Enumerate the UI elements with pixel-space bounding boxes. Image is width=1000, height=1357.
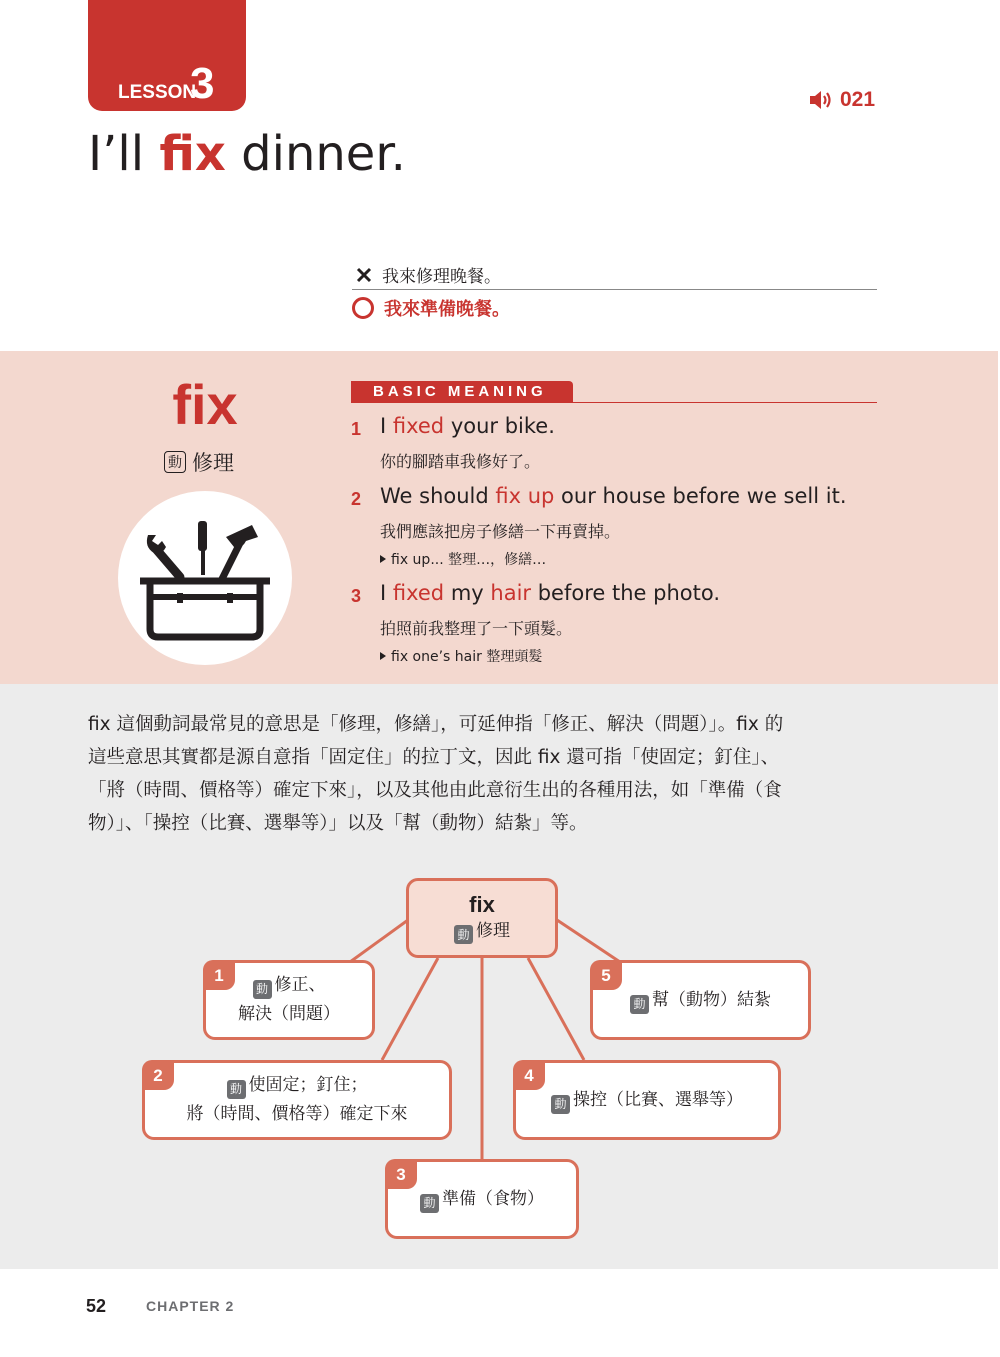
note-text: fix up... 整理…，修繕…	[391, 552, 547, 568]
right-translation	[352, 295, 510, 321]
node-text	[420, 1185, 544, 1214]
node-line1: 修正、	[274, 975, 326, 995]
example-sentence	[380, 581, 720, 605]
sentence-keyword: hair	[490, 581, 532, 605]
tree-node-2	[142, 1060, 452, 1140]
root-meaning: 修理	[476, 920, 510, 941]
node-text	[187, 1071, 408, 1129]
tree-node-4	[513, 1060, 781, 1140]
verb-badge: 動	[454, 925, 473, 944]
sentence-part: before the photo.	[531, 581, 720, 605]
title-pre: I’ll	[88, 126, 160, 182]
node-line1: 幫（動物）結紮	[652, 989, 771, 1010]
cross-icon	[356, 267, 372, 283]
page-number: 52	[86, 1296, 107, 1316]
audio-track-number: 021	[840, 88, 876, 111]
speaker-icon	[808, 88, 834, 112]
explanation-line: fix 這個動詞最常見的意思是「修理，修繕」，可延伸指「修正、解決（問題）」。fix 的	[88, 714, 784, 735]
tree-node-3	[385, 1159, 579, 1239]
example-number: 1	[351, 419, 362, 439]
tree-node-5	[590, 960, 811, 1040]
node-line1: 使固定；釘住；	[248, 1075, 368, 1095]
verb-badge: 動	[630, 995, 649, 1014]
node-number: 2	[142, 1060, 174, 1090]
sentence-part: I	[380, 414, 393, 438]
wrong-text: 我來修理晚餐。	[382, 267, 501, 287]
triangle-icon	[380, 652, 386, 660]
sentence-part: my	[444, 581, 491, 605]
part-of-speech	[164, 447, 234, 477]
title-highlight: fix	[159, 126, 226, 182]
node-text	[238, 971, 340, 1029]
example-number: 3	[351, 586, 362, 606]
sentence-keyword: fixed	[392, 581, 445, 605]
node-number: 5	[590, 960, 622, 990]
lesson-label: LESSON	[118, 82, 197, 103]
example-sentence	[380, 414, 555, 438]
example-translation: 拍照前我整理了一下頭髮。	[380, 619, 573, 638]
node-text	[551, 1086, 743, 1115]
verb-badge: 動	[420, 1194, 439, 1213]
pos-box: 動	[164, 451, 186, 473]
toolbox-icon	[118, 491, 292, 665]
node-number: 3	[385, 1159, 417, 1189]
sentence-part: We should	[380, 484, 496, 508]
headword: fix	[172, 373, 238, 436]
audio-track[interactable]	[808, 88, 875, 112]
explanation-line: 物）」、「操控（比賽、選舉等）」以及「幫（動物）結紮」等。	[88, 813, 588, 834]
example-number: 2	[351, 489, 362, 509]
lesson-number: 3	[190, 59, 215, 108]
example-translation: 你的腳踏車我修好了。	[380, 452, 541, 471]
example-note	[380, 646, 542, 666]
root-word: fix	[469, 891, 495, 917]
note-text: fix one’s hair 整理頭髮	[391, 649, 543, 665]
example-note	[380, 549, 546, 569]
headword-meaning: 修理	[192, 451, 234, 475]
sentence-part: your bike.	[444, 414, 555, 438]
node-text	[630, 986, 771, 1015]
sentence-keyword: fix up	[495, 484, 555, 508]
node-line2: 解決（問題）	[238, 1004, 340, 1024]
node-line1: 準備（食物）	[442, 1188, 544, 1209]
triangle-icon	[380, 555, 386, 563]
node-number: 1	[203, 960, 235, 990]
basic-meaning-label: BASIC MEANING	[351, 381, 573, 403]
divider	[352, 289, 877, 290]
explanation-line: 「將（時間、價格等）確定下來」，以及其他由此意衍生出的各種用法，如「準備（食	[88, 780, 782, 801]
chapter-label: CHAPTER 2	[146, 1298, 235, 1314]
circle-icon	[352, 297, 374, 319]
root-meaning-line	[454, 918, 510, 945]
node-number: 4	[513, 1060, 545, 1090]
example-sentence	[380, 484, 847, 508]
right-text: 我來準備晚餐。	[384, 299, 510, 320]
tree-node-1	[203, 960, 375, 1040]
example-translation: 我們應該把房子修繕一下再賣掉。	[380, 522, 621, 541]
tree-root-node	[406, 878, 558, 958]
wrong-translation	[356, 262, 501, 287]
verb-badge: 動	[227, 1080, 246, 1099]
sentence-keyword: fixed	[392, 414, 445, 438]
toolbox-icon-circle	[118, 491, 292, 665]
sentence-part: our house before we sell it.	[554, 484, 847, 508]
verb-badge: 動	[253, 980, 272, 999]
title-post: dinner.	[225, 126, 406, 182]
explanation-paragraph	[88, 708, 883, 840]
explanation-line: 這些意思其實都是源自意指「固定住」的拉丁文，因此 fix 還可指「使固定；釘住」、	[88, 747, 780, 768]
node-line2: 將（時間、價格等）確定下來	[186, 1104, 408, 1124]
basic-meaning-rule	[351, 402, 877, 403]
sentence-part: I	[380, 581, 393, 605]
verb-badge: 動	[551, 1095, 570, 1114]
node-line1: 操控（比賽、選舉等）	[573, 1089, 743, 1110]
lesson-title	[88, 128, 406, 181]
